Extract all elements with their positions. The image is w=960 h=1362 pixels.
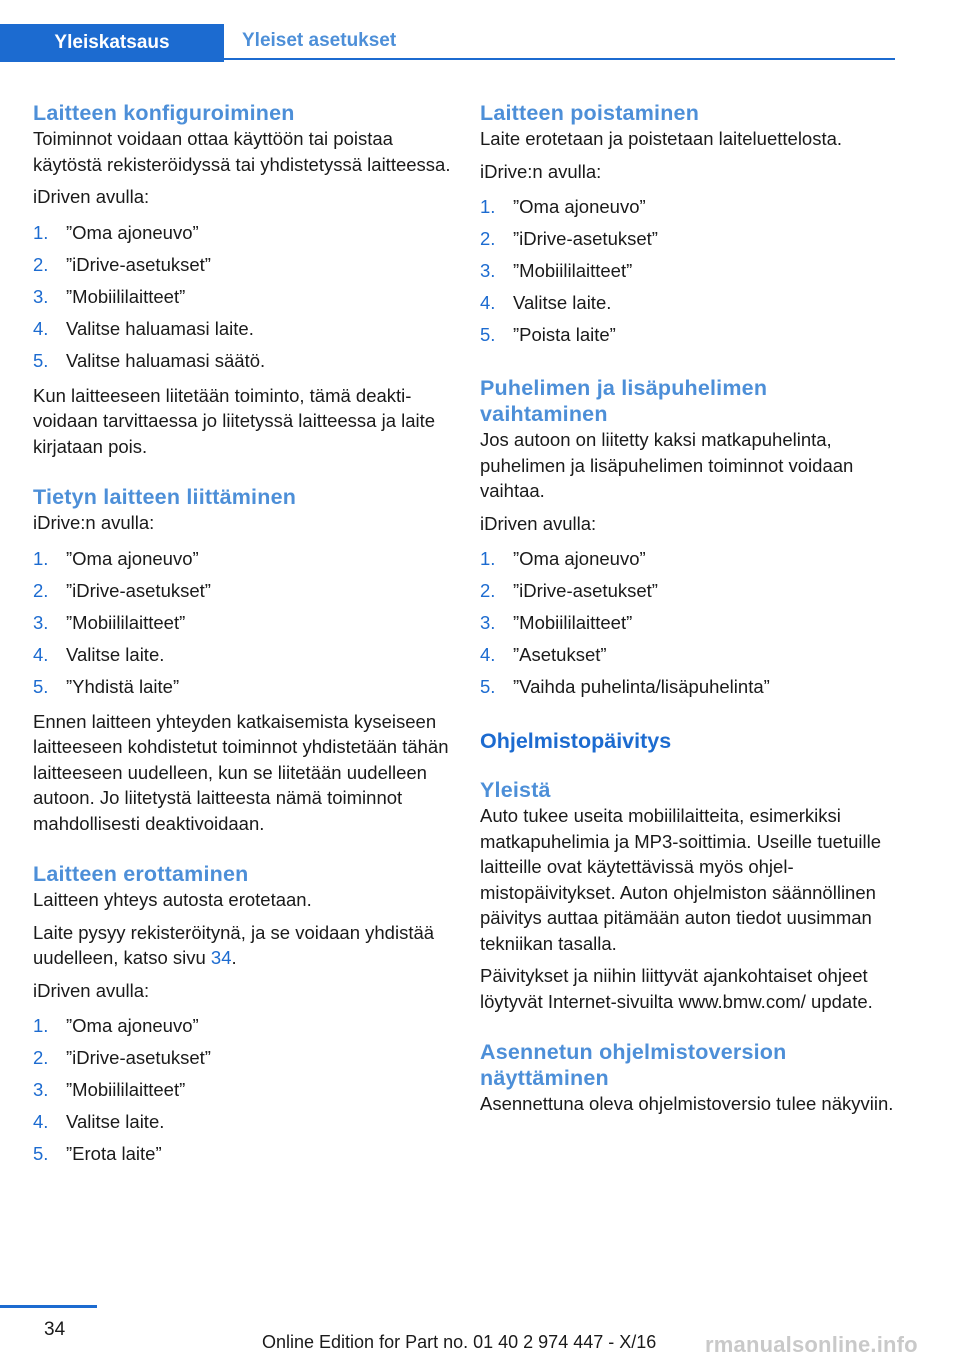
- list-item: 2. ”iDrive-asetukset”: [33, 253, 211, 275]
- list-item: 3. ”Mobiililaitteet”: [480, 612, 633, 633]
- via-label: iDrive:n avulla:: [480, 160, 602, 182]
- section-title-switch-phone: Puhelimen ja lisäpuhelimen vaihtaminen: [480, 376, 768, 426]
- section-note: Kun laitteeseen liitetään toiminto, tämä deaktivoidaan tarvittaessa jo liitetyssä laitteessa ja laite kirjataan pois.: [33, 384, 436, 457]
- right-column: [480, 100, 898, 1124]
- section-intro: Laite erotetaan ja poistetaan laiteluettelosta.: [480, 128, 843, 149]
- section-paragraph: Auto tukee useita mobiililaitteita, esimerkiksi matkapuhelimia ja MP3-soittimia. Useille tuetuille laitteille ovat käytettävissä myös ohjelmistopäivitykset. Auton ohjelmiston säännöllinen päivitys auttaa pitämään auton tiedot uusimman tekniikan tasalla.: [480, 805, 881, 954]
- list-item: 4. Valitse laite.: [33, 1111, 165, 1132]
- steps-list: [33, 217, 451, 377]
- list-item: 1. ”Oma ajoneuvo”: [33, 547, 199, 569]
- list-item: 5. ”Erota laite”: [33, 1143, 162, 1164]
- list-item: 3. ”Mobiililaitteet”: [480, 260, 633, 281]
- steps-list: [480, 543, 898, 703]
- list-item: 2. ”iDrive-asetukset”: [33, 579, 211, 601]
- list-item: 3. ”Mobiililaitteet”: [33, 285, 186, 307]
- section-title-configure: Laitteen konfiguroiminen: [33, 101, 295, 125]
- list-item: 1. ”Oma ajoneuvo”: [480, 196, 646, 217]
- steps-list: [33, 1010, 451, 1170]
- section-intro-2: Laite pysyy rekisteröitynä, ja se voidaan yhdistää uudelleen, katso sivu 34.: [33, 921, 435, 968]
- list-item: 2. ”iDrive-asetukset”: [33, 1047, 211, 1068]
- footer-rule: [0, 1305, 97, 1308]
- list-item: 2. ”iDrive-asetukset”: [480, 580, 658, 601]
- section-title-show-version: Asennetun ohjelmistoversion näyttäminen: [480, 1040, 787, 1090]
- section-note: Ennen laitteen yhteyden katkaisemista kyseiseen laitteeseen kohdistetut toiminnot yhdistetään tähän laitteeseen uudelleen, kun se liitetään uudelleen autoon. Jo liitetystä laitteesta nämä toiminnot mahdollisesti deaktivoidaan.: [33, 710, 449, 834]
- list-item: 1. ”Oma ajoneuvo”: [33, 1015, 199, 1036]
- main-heading-software-update: Ohjelmistopäivitys: [480, 729, 672, 753]
- section-intro: Jos autoon on liitetty kaksi matkapuhelinta, puhelimen ja lisäpuhelimen toiminnot voidaan vaihtaa.: [480, 429, 854, 501]
- section-paragraph: Päivitykset ja niihin liittyvät ajankohtaiset ohjeet löytyvät Internet-sivuilta www.bmw.com/ update.: [480, 965, 873, 1012]
- list-item: 5. Valitse haluamasi säätö.: [33, 349, 266, 371]
- list-item: 2. ”iDrive-asetukset”: [480, 228, 658, 249]
- section-intro: Asennettuna oleva ohjelmistoversio tulee näkyviin.: [480, 1093, 894, 1114]
- tab-general-settings[interactable]: Yleiset asetukset: [224, 24, 895, 60]
- via-label: iDrive:n avulla:: [33, 512, 155, 533]
- list-item: 4. Valitse laite.: [480, 292, 612, 313]
- steps-list: [33, 543, 451, 703]
- list-item: 3. ”Mobiililaitteet”: [33, 1079, 186, 1100]
- via-label: iDriven avulla:: [480, 512, 597, 534]
- section-intro: Laitteen yhteys autosta erotetaan.: [33, 889, 312, 910]
- edition-text: Online Edition for Part no. 01 40 2 974 447 - X/16: [262, 1332, 657, 1352]
- list-item: 4. Valitse laite.: [33, 643, 165, 665]
- watermark: rmanualsonline.info: [705, 1332, 918, 1357]
- list-item: 1. ”Oma ajoneuvo”: [33, 221, 199, 243]
- steps-list: [480, 191, 898, 351]
- page-link[interactable]: 34: [210, 947, 232, 968]
- section-intro: Toiminnot voidaan ottaa käyttöön tai poistaa käytöstä rekisteröidyssä tai yhdistetyssä laitteessa.: [33, 128, 451, 175]
- left-column: [33, 100, 451, 1176]
- via-label: iDriven avulla:: [33, 979, 150, 1001]
- via-label: iDriven avulla:: [33, 186, 150, 207]
- section-title-disconnect: Laitteen erottaminen: [33, 862, 249, 886]
- list-item: 3. ”Mobiililaitteet”: [33, 611, 186, 633]
- list-item: 1. ”Oma ajoneuvo”: [480, 548, 646, 569]
- list-item: 5. ”Yhdistä laite”: [33, 675, 180, 697]
- list-item: 4. Valitse haluamasi laite.: [33, 317, 254, 339]
- header-tabs: [0, 24, 895, 62]
- tab-overview[interactable]: Yleiskatsaus: [0, 24, 224, 62]
- list-item: 5. ”Vaihda puhelinta/lisäpuhelinta”: [480, 676, 770, 697]
- section-title-general: Yleistä: [480, 778, 551, 802]
- list-item: 4. ”Asetukset”: [480, 644, 607, 665]
- section-title-connect-device: Tietyn laitteen liittäminen: [33, 485, 297, 509]
- section-title-remove-device: Laitteen poistaminen: [480, 101, 700, 125]
- list-item: 5. ”Poista laite”: [480, 324, 616, 345]
- page-number: 34: [44, 1319, 66, 1340]
